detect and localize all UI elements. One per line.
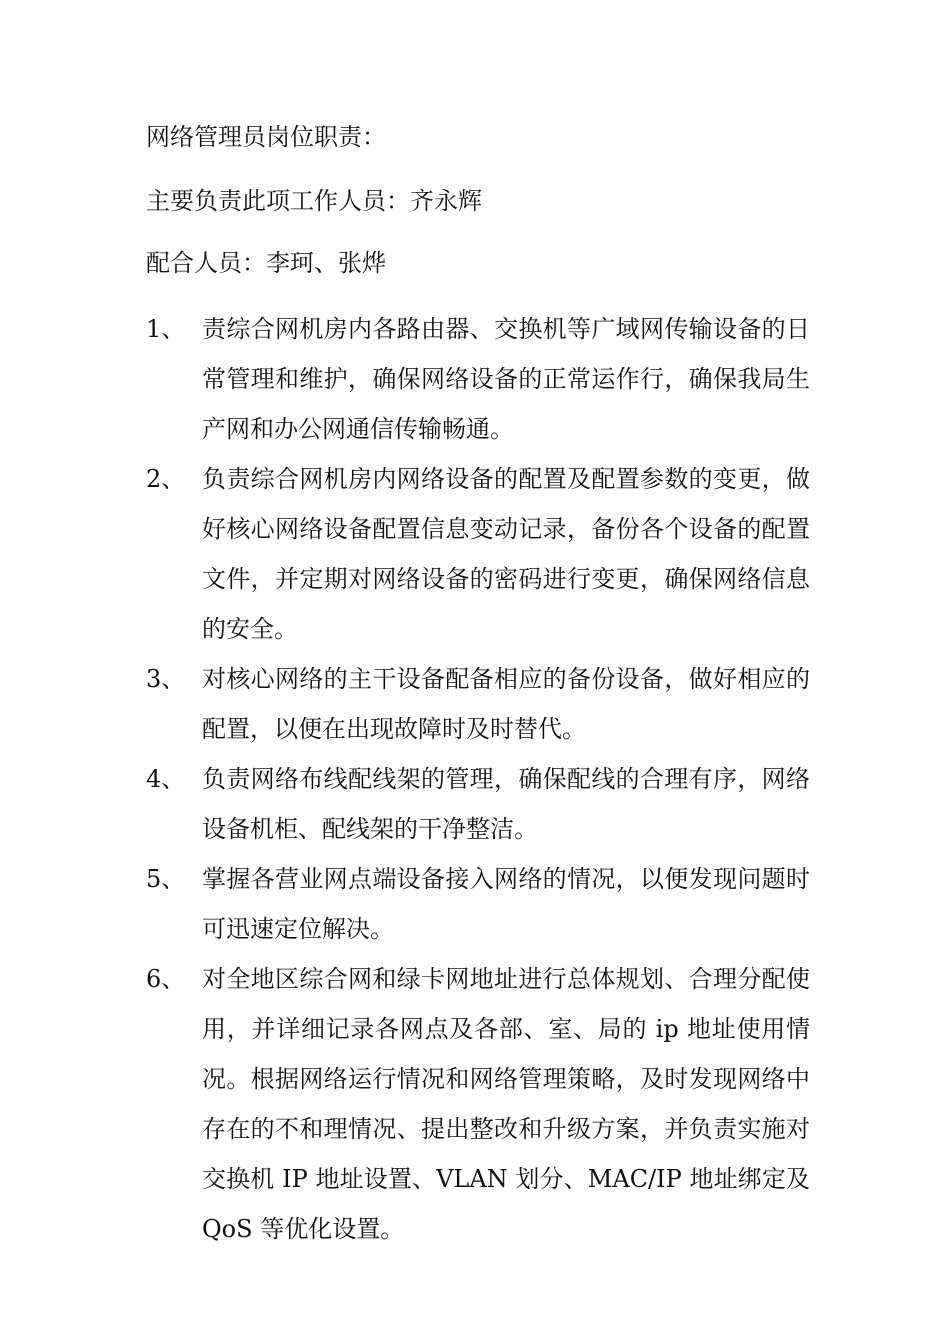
duty-text: 对核心网络的主干设备配备相应的备份设备，做好相应的配置，以便在出现故障时及时替代。 bbox=[202, 665, 810, 743]
duty-text: 掌握各营业网点端设备接入网络的情况，以便发现问题时可迅速定位解决。 bbox=[202, 865, 810, 943]
page-title: 网络管理员岗位职责： bbox=[146, 123, 386, 151]
duty-item-3 bbox=[146, 654, 810, 754]
duty-item-1 bbox=[146, 304, 810, 454]
duty-number: 4、 bbox=[146, 765, 186, 793]
duty-text: 负责综合网机房内网络设备的配置及配置参数的变更，做好核心网络设备配置信息变动记录，备份各个设备的配置文件，并定期对网络设备的密码进行变更，确保网络信息的安全。 bbox=[202, 465, 810, 643]
duty-number: 1、 bbox=[146, 315, 186, 343]
duty-text: 责综合网机房内各路由器、交换机等广域网传输设备的日常管理和维护，确保网络设备的正常运作行，确保我局生产网和办公网通信传输畅通。 bbox=[202, 315, 810, 443]
document-body bbox=[146, 112, 810, 1254]
duty-text: 负责网络布线配线架的管理，确保配线的合理有序，网络设备机柜、配线架的干净整洁。 bbox=[202, 765, 810, 843]
duty-item-6 bbox=[146, 954, 810, 1254]
responsible-person: 主要负责此项工作人员：齐永辉 bbox=[146, 187, 482, 215]
duty-text: 对全地区综合网和绿卡网地址进行总体规划、合理分配使用，并详细记录各网点及各部、室、局的 ip 地址使用情况。根据网络运行情况和网络管理策略，及时发现网络中存在的不和理情况、提出整改和升级方案，并负责实施对交换机 IP 地址设置、VLAN 划分、MAC/IP 地址绑定及 QoS 等优化设置。 bbox=[202, 965, 810, 1243]
duty-item-4 bbox=[146, 754, 810, 854]
duty-number: 2、 bbox=[146, 465, 186, 493]
assisting-staff: 配合人员：李珂、张烨 bbox=[146, 249, 386, 277]
duty-number: 5、 bbox=[146, 865, 186, 893]
duty-item-2 bbox=[146, 454, 810, 654]
duty-item-5 bbox=[146, 854, 810, 954]
duty-number: 6、 bbox=[146, 965, 186, 993]
duty-number: 3、 bbox=[146, 665, 186, 693]
